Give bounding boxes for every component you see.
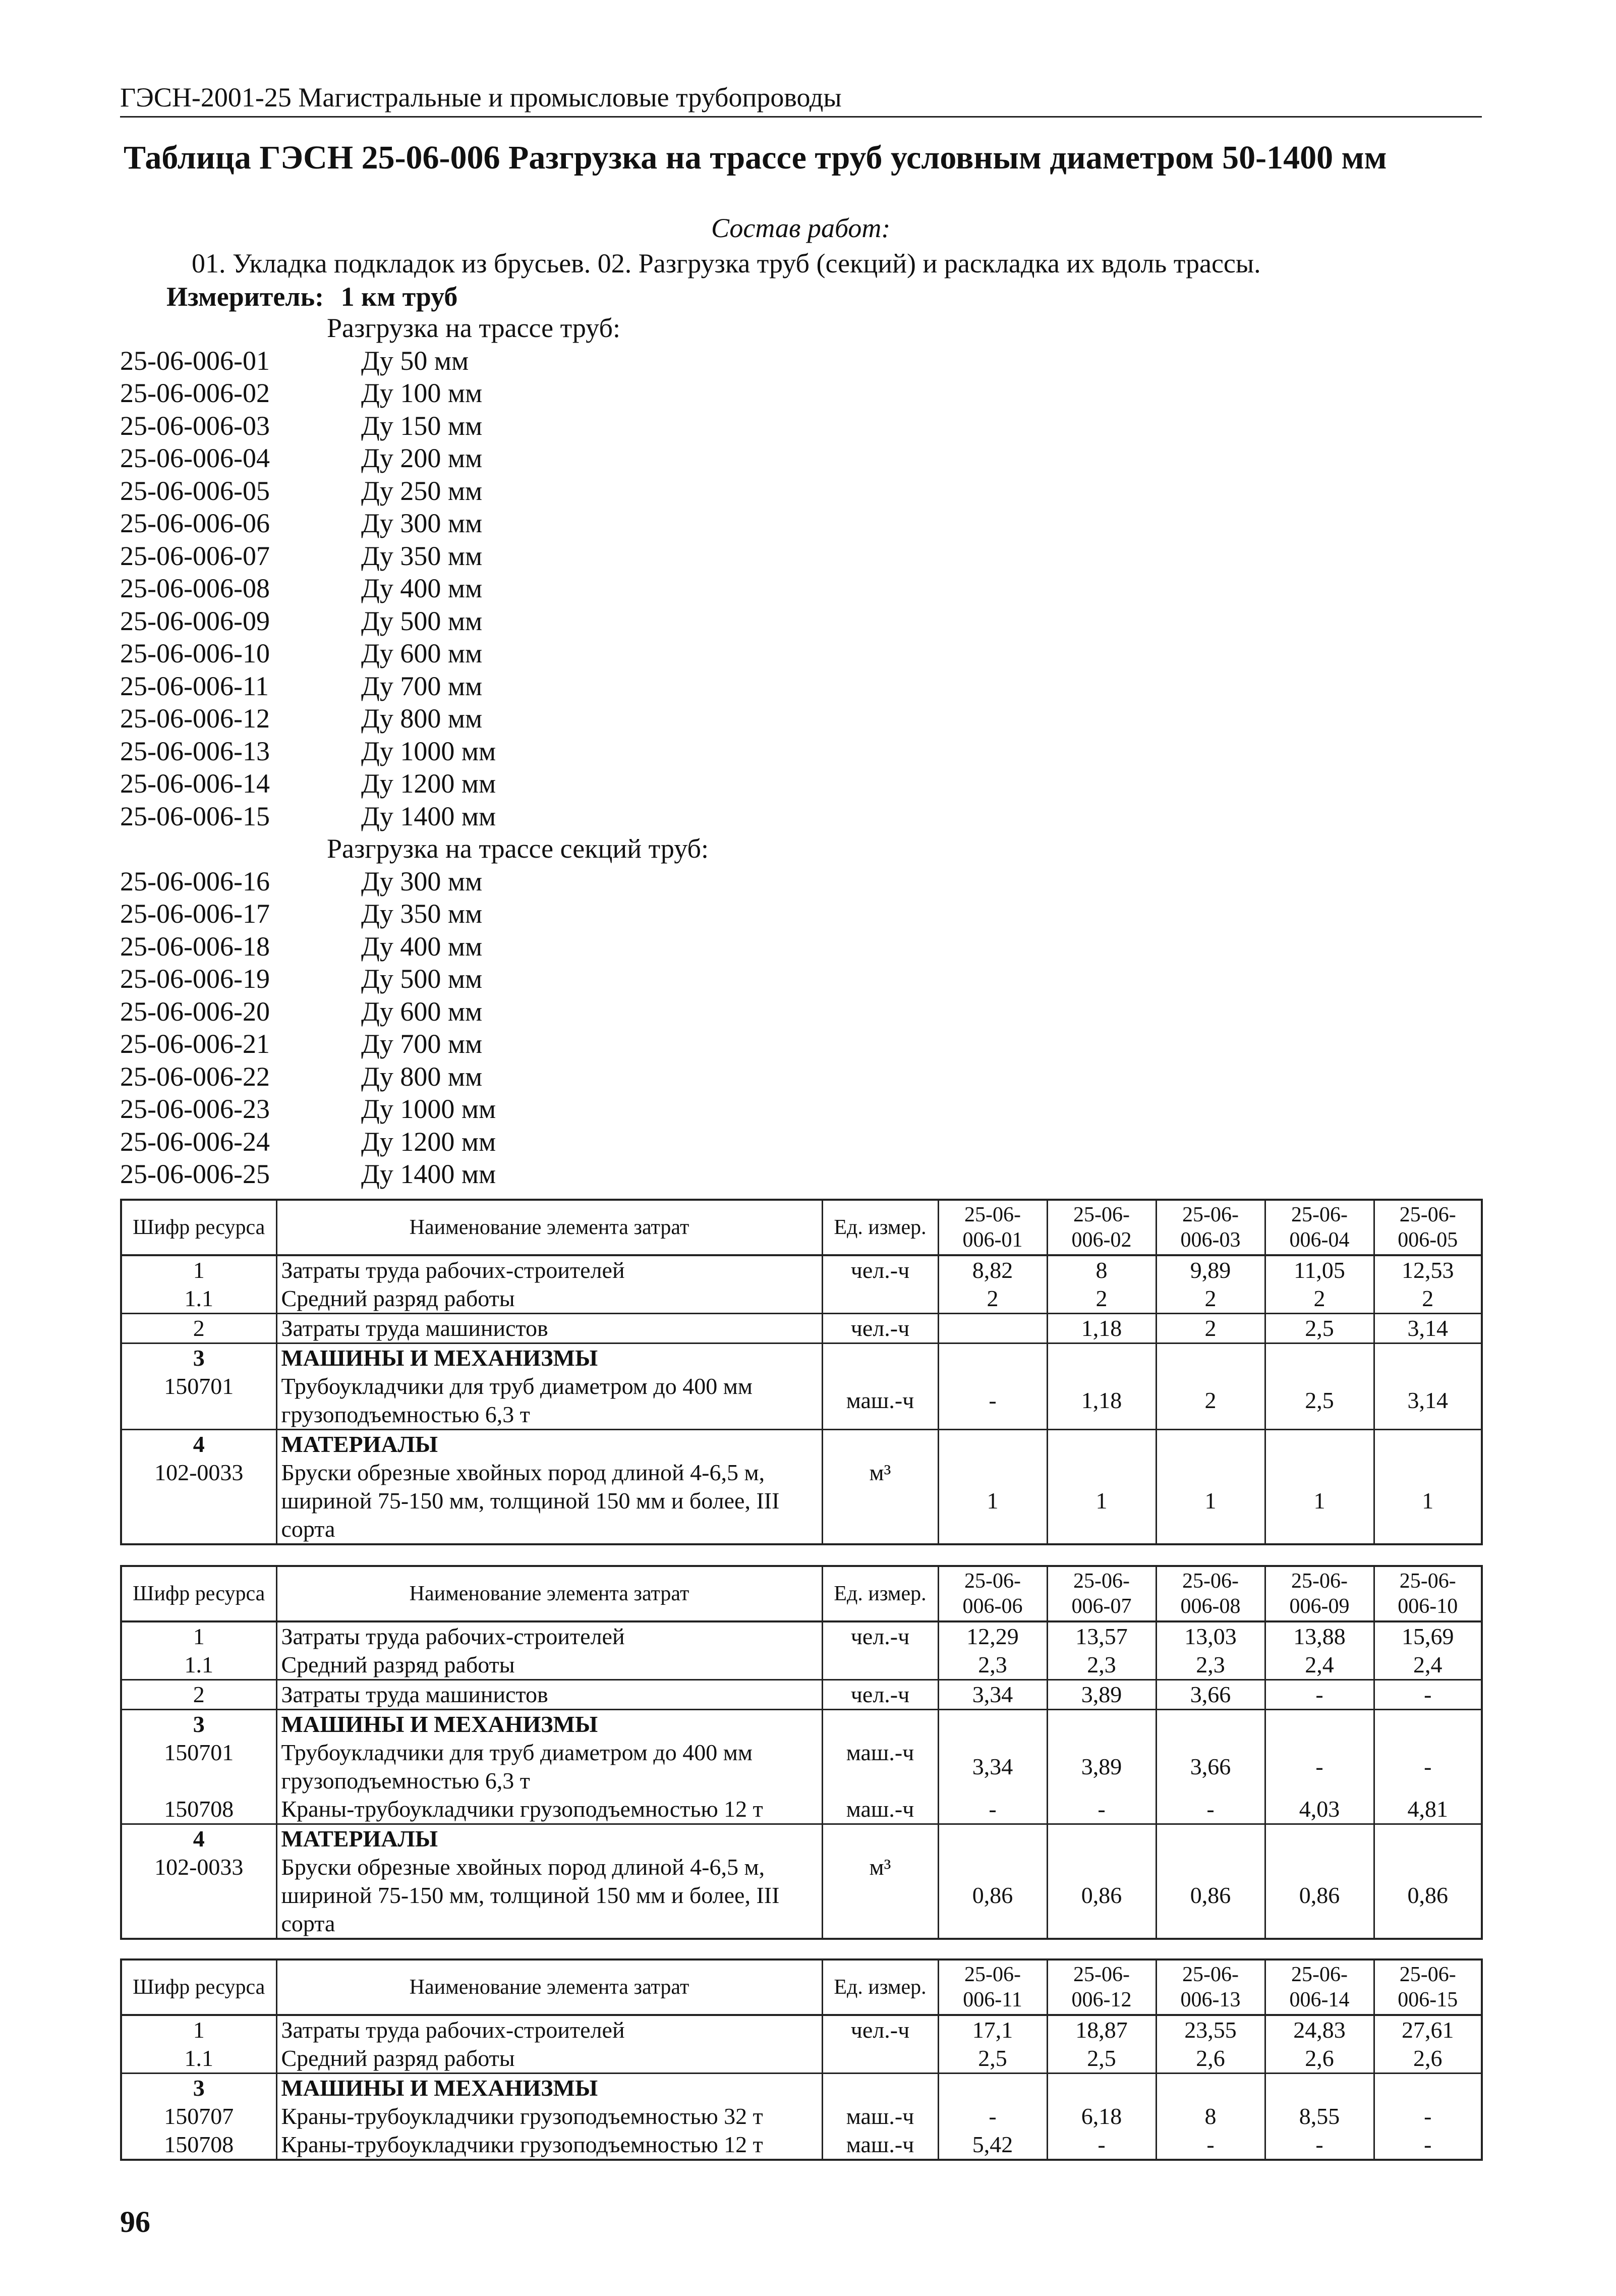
header-norm-column: [938, 1959, 1047, 2015]
composition-heading: Состав работ:: [711, 213, 891, 243]
resource-value: [1265, 1824, 1374, 1854]
column-code-part1: 25-06-: [964, 1203, 1021, 1226]
table-row: [121, 1739, 1482, 1795]
resource-value: 3,89: [1047, 1739, 1156, 1795]
resource-table-1: [120, 1199, 1483, 1545]
resource-name: МАТЕРИАЛЫ: [276, 1824, 822, 1854]
norm-name: Ду 1400 мм: [361, 1159, 496, 1189]
table-row: [121, 2074, 1482, 2103]
resource-value: 1: [1156, 1459, 1265, 1544]
column-code-part1: 25-06-: [1291, 1203, 1348, 1226]
resource-value: 2,5: [938, 2044, 1047, 2074]
measurer: [166, 279, 457, 314]
resource-unit: чел.-ч: [822, 1680, 938, 1710]
column-code-part2: 006-12: [1071, 1988, 1132, 2011]
resource-value: 2,3: [1047, 1651, 1156, 1680]
column-code-part2: 006-09: [1289, 1595, 1350, 1618]
norm-name: Ду 100 мм: [361, 378, 483, 408]
norm-name: Ду 700 мм: [361, 1029, 483, 1059]
table-row: [121, 2044, 1482, 2074]
resource-name: Затраты труда рабочих-строителей: [276, 2015, 822, 2044]
norm-name: Ду 1400 мм: [361, 801, 496, 831]
norm-name: Ду 350 мм: [361, 899, 483, 929]
column-code-part2: 006-10: [1398, 1595, 1458, 1618]
column-code-part1: 25-06-: [1073, 1963, 1130, 1986]
norm-name: Ду 150 мм: [361, 410, 483, 441]
resource-value: 5,42: [938, 2131, 1047, 2160]
header-unit: Ед. измер.: [822, 1200, 938, 1255]
resource-value: 0,86: [1265, 1853, 1374, 1939]
norm-code: 25-06-006-09: [120, 605, 270, 636]
resource-value: 11,05: [1265, 1255, 1374, 1284]
norm-name: Ду 1000 мм: [361, 736, 496, 766]
resource-value: -: [1374, 1739, 1482, 1795]
resource-value: [938, 1824, 1047, 1854]
resource-value: 2: [1374, 1284, 1482, 1314]
resource-value: -: [1156, 1795, 1265, 1824]
resource-value: [1156, 1343, 1265, 1373]
resource-value: 18,87: [1047, 2015, 1156, 2044]
column-code-part2: 006-04: [1289, 1228, 1350, 1252]
table-row: [121, 1284, 1482, 1314]
header-norm-column: [938, 1200, 1047, 1255]
column-code-part2: 006-02: [1071, 1228, 1132, 1252]
resource-unit: м³: [822, 1853, 938, 1939]
resource-value: 2,5: [1047, 2044, 1156, 2074]
header-name: Наименование элемента затрат: [276, 1200, 822, 1255]
norm-code: 25-06-006-07: [120, 540, 270, 571]
resource-code: 3: [121, 1343, 276, 1373]
resource-value: 1,18: [1047, 1314, 1156, 1343]
header-norm-column: [1156, 1566, 1265, 1621]
column-code-part2: 006-07: [1071, 1595, 1132, 1618]
header-norm-column: [1156, 1200, 1265, 1255]
resource-value: [1047, 1343, 1156, 1373]
resource-value: 2,4: [1374, 1651, 1482, 1680]
norm-code: 25-06-006-11: [120, 670, 269, 701]
resource-code: 2: [121, 1680, 276, 1710]
resource-code: 2: [121, 1314, 276, 1343]
resource-value: 0,86: [1156, 1853, 1265, 1939]
resource-value: 12,29: [938, 1621, 1047, 1651]
resource-code: 102-0033: [121, 1853, 276, 1939]
resource-value: 0,86: [1047, 1853, 1156, 1939]
resource-name: Средний разряд работы: [276, 2044, 822, 2074]
resource-value: 13,57: [1047, 1621, 1156, 1651]
resource-name: Бруски обрезные хвойных пород длиной 4-6,5 м, шириной 75-150 мм, толщиной 150 мм и более, III сорта: [276, 1853, 822, 1939]
resource-value: 2,5: [1265, 1372, 1374, 1430]
norm-name: Ду 300 мм: [361, 508, 483, 538]
resource-value: [938, 1314, 1047, 1343]
header-unit: Ед. измер.: [822, 1959, 938, 2015]
table-row: [121, 1430, 1482, 1459]
norm-code: 25-06-006-10: [120, 638, 270, 668]
resource-code: 3: [121, 2074, 276, 2103]
header-norm-column: [1374, 1200, 1482, 1255]
resource-value: 3,89: [1047, 1680, 1156, 1710]
table-row: [121, 1459, 1482, 1544]
resource-value: 1: [1047, 1459, 1156, 1544]
resource-code: 150708: [121, 2131, 276, 2160]
norm-name: Ду 700 мм: [361, 670, 483, 701]
resource-value: [1156, 1430, 1265, 1459]
header-norm-column: [1047, 1200, 1156, 1255]
resource-code: 150701: [121, 1739, 276, 1795]
column-code-part1: 25-06-: [1182, 1963, 1239, 1986]
resource-value: [1374, 1824, 1482, 1854]
resource-value: 24,83: [1265, 2015, 1374, 2044]
resource-name: Средний разряд работы: [276, 1651, 822, 1680]
resource-code: 1.1: [121, 1284, 276, 1314]
header-name: Наименование элемента затрат: [276, 1566, 822, 1621]
header-norm-column: [1374, 1566, 1482, 1621]
table-row: [121, 2015, 1482, 2044]
resource-value: 2,3: [1156, 1651, 1265, 1680]
column-code-part2: 006-05: [1398, 1228, 1458, 1252]
resource-value: 3,14: [1374, 1372, 1482, 1430]
resource-value: 13,03: [1156, 1621, 1265, 1651]
resource-value: -: [938, 2102, 1047, 2131]
resource-value: [1374, 1430, 1482, 1459]
resource-value: [1374, 2074, 1482, 2103]
resource-value: [938, 1710, 1047, 1739]
resource-name: Трубоукладчики для труб диаметром до 400 мм грузоподъемностью 6,3 т: [276, 1372, 822, 1430]
resource-value: 2: [1156, 1314, 1265, 1343]
resource-value: 2,3: [938, 1651, 1047, 1680]
resource-value: 2: [1265, 1284, 1374, 1314]
resource-value: -: [1265, 2131, 1374, 2160]
table-title: Таблица ГЭСН 25-06-006 Разгрузка на трассе труб условным диаметром 50-1400 мм: [124, 139, 1387, 176]
resource-value: [1047, 1710, 1156, 1739]
header-code: Шифр ресурса: [121, 1959, 276, 2015]
table-row: [121, 2131, 1482, 2160]
column-code-part2: 006-06: [962, 1595, 1023, 1618]
resource-value: [1047, 1430, 1156, 1459]
header-norm-column: [1156, 1959, 1265, 2015]
column-code-part1: 25-06-: [1182, 1203, 1239, 1226]
resource-code: 1.1: [121, 1651, 276, 1680]
composition-text: 01. Укладка подкладок из брусьев. 02. Разгрузка труб (секций) и раскладка их вдоль трассы.: [192, 248, 1261, 278]
resource-value: 1: [1265, 1459, 1374, 1544]
table-row: [121, 1314, 1482, 1343]
resource-value: -: [938, 1372, 1047, 1430]
norm-code: 25-06-006-22: [120, 1061, 270, 1092]
resource-unit: [822, 2074, 938, 2103]
measurer-label: Измеритель:: [166, 282, 324, 312]
resource-value: 2: [938, 1284, 1047, 1314]
norm-code: 25-06-006-23: [120, 1094, 270, 1124]
resource-code: 1: [121, 1255, 276, 1284]
norm-code: 25-06-006-15: [120, 801, 270, 831]
resource-unit: [822, 1651, 938, 1680]
column-code-part1: 25-06-: [1399, 1570, 1456, 1593]
resource-name: МАШИНЫ И МЕХАНИЗМЫ: [276, 1343, 822, 1373]
resource-value: 2,6: [1374, 2044, 1482, 2074]
header-norm-column: [938, 1566, 1047, 1621]
resource-value: 2,5: [1265, 1314, 1374, 1343]
norm-name: Ду 350 мм: [361, 540, 483, 571]
resource-value: 3,14: [1374, 1314, 1482, 1343]
resource-code: 150701: [121, 1372, 276, 1430]
norm-name: Ду 800 мм: [361, 1061, 483, 1092]
resource-value: 17,1: [938, 2015, 1047, 2044]
resource-value: 2: [1156, 1284, 1265, 1314]
norm-name: Ду 50 мм: [361, 345, 469, 376]
resource-value: 1: [1374, 1459, 1482, 1544]
norm-name: Ду 200 мм: [361, 443, 483, 473]
resource-value: [1374, 1710, 1482, 1739]
table-row: [121, 1710, 1482, 1739]
resource-unit: [822, 1343, 938, 1373]
norm-code: 25-06-006-04: [120, 443, 270, 473]
group-title: Разгрузка на трассе труб:: [327, 313, 620, 343]
norm-code: 25-06-006-06: [120, 508, 270, 538]
resource-code: 4: [121, 1430, 276, 1459]
table-row: [121, 1343, 1482, 1373]
resource-unit: м³: [822, 1459, 938, 1544]
resource-value: [1047, 1824, 1156, 1854]
norm-code: 25-06-006-13: [120, 736, 270, 766]
header-norm-column: [1265, 1959, 1374, 2015]
table-row: [121, 1680, 1482, 1710]
norm-name: Ду 1200 мм: [361, 768, 496, 799]
resource-name: Бруски обрезные хвойных пород длиной 4-6,5 м, шириной 75-150 мм, толщиной 150 мм и более, III сорта: [276, 1459, 822, 1544]
header-norm-column: [1047, 1566, 1156, 1621]
column-code-part2: 006-08: [1180, 1595, 1241, 1618]
norm-name: Ду 250 мм: [361, 475, 483, 506]
column-code-part2: 006-13: [1180, 1988, 1241, 2011]
column-code-part2: 006-01: [962, 1228, 1023, 1252]
resource-name: Краны-трубоукладчики грузоподъемностью 12 т: [276, 1795, 822, 1824]
resource-table-2: [120, 1565, 1483, 1940]
resource-value: [1156, 2074, 1265, 2103]
resource-unit: [822, 1824, 938, 1854]
header-name: Наименование элемента затрат: [276, 1959, 822, 2015]
norm-name: Ду 400 мм: [361, 931, 483, 962]
resource-code: 3: [121, 1710, 276, 1739]
resource-code: 150708: [121, 1795, 276, 1824]
resource-code: 4: [121, 1824, 276, 1854]
norm-name: Ду 300 мм: [361, 866, 483, 897]
norm-code: 25-06-006-21: [120, 1029, 270, 1059]
measurer-value: 1 км труб: [340, 282, 458, 312]
resource-name: Средний разряд работы: [276, 1284, 822, 1314]
resource-value: -: [938, 1795, 1047, 1824]
resource-value: 6,18: [1047, 2102, 1156, 2131]
resource-table-3: [120, 1958, 1483, 2161]
norm-code: 25-06-006-17: [120, 899, 270, 929]
column-code-part2: 006-11: [963, 1988, 1022, 2011]
header-code: Шифр ресурса: [121, 1566, 276, 1621]
resource-name: Затраты труда рабочих-строителей: [276, 1255, 822, 1284]
column-code-part2: 006-03: [1180, 1228, 1241, 1252]
resource-name: Краны-трубоукладчики грузоподъемностью 32 т: [276, 2102, 822, 2131]
column-code-part1: 25-06-: [964, 1963, 1021, 1986]
resource-code: 1.1: [121, 2044, 276, 2074]
resource-name: Затраты труда машинистов: [276, 1314, 822, 1343]
resource-unit: маш.-ч: [822, 2102, 938, 2131]
resource-unit: чел.-ч: [822, 1255, 938, 1284]
resource-value: -: [1265, 1680, 1374, 1710]
norm-name: Ду 1200 мм: [361, 1126, 496, 1157]
table-row: [121, 1372, 1482, 1430]
norm-code: 25-06-006-03: [120, 410, 270, 441]
resource-value: 27,61: [1374, 2015, 1482, 2044]
resource-value: [1374, 1343, 1482, 1373]
norm-code: 25-06-006-19: [120, 964, 270, 994]
table-row: [121, 1255, 1482, 1284]
header-code: Шифр ресурса: [121, 1200, 276, 1255]
resource-value: 3,66: [1156, 1739, 1265, 1795]
resource-name: МАШИНЫ И МЕХАНИЗМЫ: [276, 1710, 822, 1739]
resource-name: Трубоукладчики для труб диаметром до 400 мм грузоподъемностью 6,3 т: [276, 1739, 822, 1795]
resource-value: 8: [1156, 2102, 1265, 2131]
resource-unit: чел.-ч: [822, 2015, 938, 2044]
resource-value: -: [1156, 2131, 1265, 2160]
resource-value: -: [1374, 1680, 1482, 1710]
resource-name: МАШИНЫ И МЕХАНИЗМЫ: [276, 2074, 822, 2103]
resource-value: 9,89: [1156, 1255, 1265, 1284]
resource-value: 13,88: [1265, 1621, 1374, 1651]
resource-value: 0,86: [938, 1853, 1047, 1939]
norm-name: Ду 500 мм: [361, 964, 483, 994]
header-norm-column: [1047, 1959, 1156, 2015]
norm-code: 25-06-006-20: [120, 996, 270, 1027]
norm-name: Ду 600 мм: [361, 996, 483, 1027]
resource-value: 2,4: [1265, 1651, 1374, 1680]
column-code-part2: 006-14: [1289, 1988, 1350, 2011]
resource-value: 3,66: [1156, 1680, 1265, 1710]
column-code-part2: 006-15: [1398, 1988, 1458, 2011]
resource-value: 2,6: [1265, 2044, 1374, 2074]
resource-name: Краны-трубоукладчики грузоподъемностью 12 т: [276, 2131, 822, 2160]
header-norm-column: [1265, 1566, 1374, 1621]
resource-value: [1156, 1710, 1265, 1739]
resource-value: 1: [938, 1459, 1047, 1544]
table-row: [121, 1795, 1482, 1824]
resource-value: 8,82: [938, 1255, 1047, 1284]
resource-value: 4,03: [1265, 1795, 1374, 1824]
resource-value: 12,53: [1374, 1255, 1482, 1284]
norm-code: 25-06-006-12: [120, 703, 270, 734]
resource-value: [1047, 2074, 1156, 2103]
resource-value: 3,34: [938, 1739, 1047, 1795]
resource-name: Затраты труда машинистов: [276, 1680, 822, 1710]
column-code-part1: 25-06-: [1073, 1203, 1130, 1226]
resource-value: 8,55: [1265, 2102, 1374, 2131]
resource-value: -: [1374, 2102, 1482, 2131]
resource-value: 2,6: [1156, 2044, 1265, 2074]
table-row: [121, 1621, 1482, 1651]
resource-unit: [822, 1430, 938, 1459]
table-row: [121, 2102, 1482, 2131]
column-code-part1: 25-06-: [1399, 1203, 1456, 1226]
norm-code: 25-06-006-02: [120, 378, 270, 408]
resource-value: [1156, 1824, 1265, 1854]
norm-name: Ду 500 мм: [361, 605, 483, 636]
norm-code: 25-06-006-01: [120, 345, 270, 376]
resource-value: 15,69: [1374, 1621, 1482, 1651]
resource-code: 150707: [121, 2102, 276, 2131]
norm-code: 25-06-006-18: [120, 931, 270, 962]
resource-code: 1: [121, 2015, 276, 2044]
resource-value: 2: [1047, 1284, 1156, 1314]
resource-value: 3,34: [938, 1680, 1047, 1710]
group-title: Разгрузка на трассе секций труб:: [327, 833, 709, 864]
resource-value: [938, 1343, 1047, 1373]
resource-unit: [822, 2044, 938, 2074]
table-row: [121, 1853, 1482, 1939]
norm-code: 25-06-006-05: [120, 475, 270, 506]
column-code-part1: 25-06-: [964, 1570, 1021, 1593]
norm-code: 25-06-006-25: [120, 1159, 270, 1189]
resource-value: -: [1374, 2131, 1482, 2160]
resource-value: [938, 2074, 1047, 2103]
resource-value: 4,81: [1374, 1795, 1482, 1824]
resource-value: -: [1047, 1795, 1156, 1824]
resource-value: [1265, 1430, 1374, 1459]
resource-value: -: [1047, 2131, 1156, 2160]
column-code-part1: 25-06-: [1073, 1570, 1130, 1593]
resource-unit: маш.-ч: [822, 1795, 938, 1824]
resource-unit: маш.-ч: [822, 2131, 938, 2160]
resource-unit: чел.-ч: [822, 1314, 938, 1343]
resource-unit: [822, 1710, 938, 1739]
resource-value: -: [1265, 1739, 1374, 1795]
resource-name: Затраты труда рабочих-строителей: [276, 1621, 822, 1651]
norm-name: Ду 800 мм: [361, 703, 483, 734]
norm-code: 25-06-006-08: [120, 573, 270, 603]
page-number: 96: [120, 2205, 150, 2238]
running-header: ГЭСН-2001-25 Магистральные и промысловые трубопроводы: [120, 80, 1482, 118]
column-code-part1: 25-06-: [1291, 1570, 1348, 1593]
header-norm-column: [1374, 1959, 1482, 2015]
norm-name: Ду 600 мм: [361, 638, 483, 668]
norm-code: 25-06-006-16: [120, 866, 270, 897]
resource-code: 102-0033: [121, 1459, 276, 1544]
resource-value: [1265, 1343, 1374, 1373]
column-code-part1: 25-06-: [1182, 1570, 1239, 1593]
norm-code: 25-06-006-24: [120, 1126, 270, 1157]
resource-name: МАТЕРИАЛЫ: [276, 1430, 822, 1459]
header-norm-column: [1265, 1200, 1374, 1255]
resource-unit: маш.-ч: [822, 1372, 938, 1430]
resource-value: 23,55: [1156, 2015, 1265, 2044]
column-code-part1: 25-06-: [1291, 1963, 1348, 1986]
table-row: [121, 1651, 1482, 1680]
resource-value: [1265, 1710, 1374, 1739]
resource-code: 1: [121, 1621, 276, 1651]
resource-value: 2: [1156, 1372, 1265, 1430]
resource-unit: чел.-ч: [822, 1621, 938, 1651]
norm-code: 25-06-006-14: [120, 768, 270, 799]
resource-value: 1,18: [1047, 1372, 1156, 1430]
norm-name: Ду 1000 мм: [361, 1094, 496, 1124]
resource-value: [938, 1430, 1047, 1459]
resource-unit: [822, 1284, 938, 1314]
resource-value: 0,86: [1374, 1853, 1482, 1939]
resource-unit: маш.-ч: [822, 1739, 938, 1795]
table-row: [121, 1824, 1482, 1854]
resource-value: 8: [1047, 1255, 1156, 1284]
header-unit: Ед. измер.: [822, 1566, 938, 1621]
column-code-part1: 25-06-: [1399, 1963, 1456, 1986]
resource-value: [1265, 2074, 1374, 2103]
norm-name: Ду 400 мм: [361, 573, 483, 603]
